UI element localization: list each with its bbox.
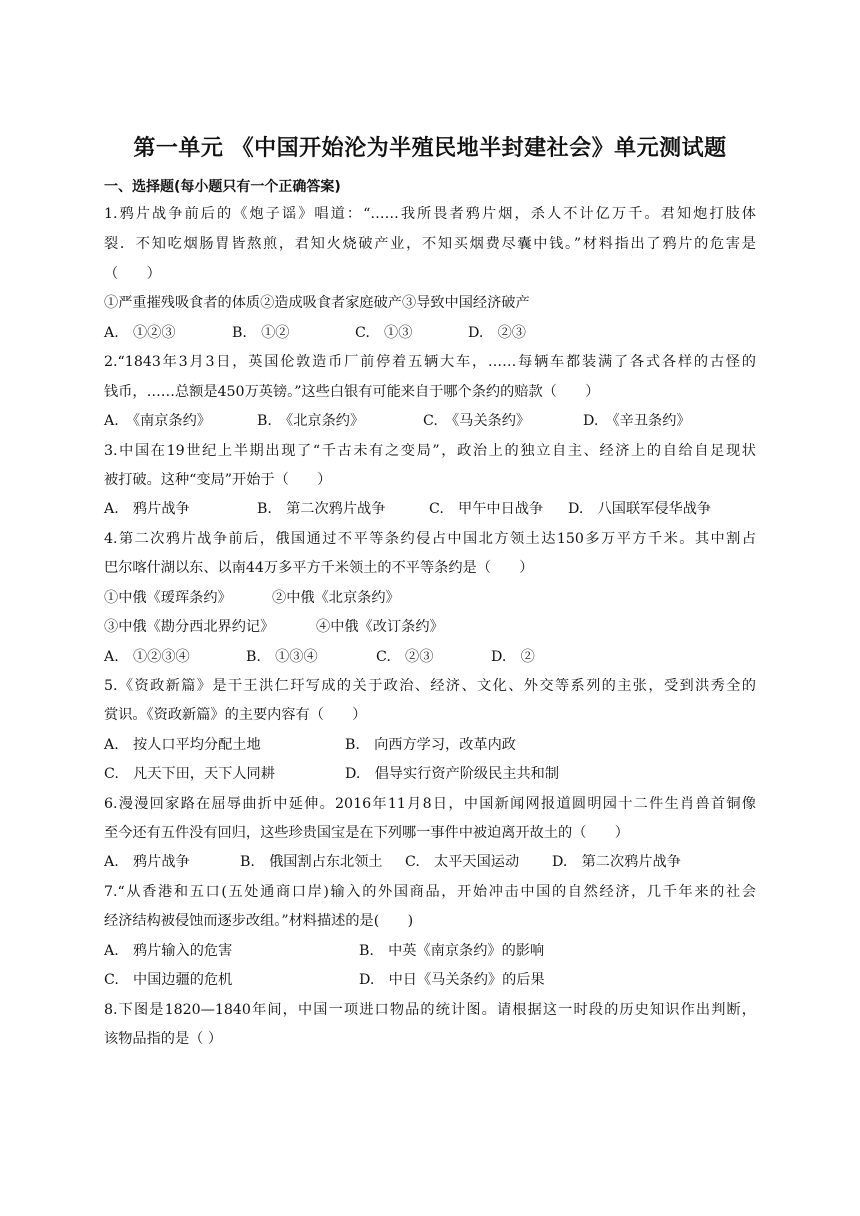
question-3-line-1: 3.中国在19世纪上半期出现了“千古未有之变局”，政治上的独立自主、经济上的自给自足现状 (104, 443, 756, 459)
question-7-line-1: 7.“从香港和五口(五处通商口岸)输入的外国商品，开始冲击中国的自然经济，几千年来的社会 (104, 884, 756, 900)
question-6-option-a: A. 鸦片战争 (104, 854, 190, 870)
question-1-option-d: D. ②③ (468, 325, 526, 341)
question-7-option-a: A. 鸦片输入的危害 (104, 943, 233, 959)
page-title: 第一单元 《中国开始沦为半殖民地半封建社会》单元测试题 (133, 136, 727, 161)
question-2-line-2: 钱币，……总额是450万英镑。”这些白银有可能来自于哪个条约的赔款（ ） (104, 384, 600, 400)
question-5-line-1: 5.《资政新篇》是干王洪仁玕写成的关于政治、经济、文化、外交等系列的主张，受到洪秀全的 (104, 678, 756, 694)
question-4-option-a: A. ①②③④ (104, 649, 190, 665)
question-3-option-d: D. 八国联军侵华战争 (568, 501, 712, 517)
question-2-line-1: 2.“1843年3月3日，英国伦敦造币厂前停着五辆大车，……每辆车都装满了各式各样的古怪的 (104, 354, 756, 370)
question-1-option-c: C. ①③ (355, 325, 413, 341)
question-1-line-2: 裂．不知吃烟肠胃皆熬煎，君知火烧破产业，不知买烟费尽囊中钱。”材料指出了鸦片的危害是 (104, 236, 756, 252)
question-2-option-d: D. 《辛丑条约》 (583, 413, 691, 429)
question-8-line-2: 该物品指的是（ ） (104, 1031, 223, 1047)
question-2-option-b: B. 《北京条约》 (257, 413, 365, 429)
question-6-option-b: B. 俄国割占东北领土 (240, 854, 383, 870)
question-7-option-c: C. 中国边疆的危机 (104, 972, 233, 988)
question-1-line-3: （ ） (104, 266, 161, 282)
question-6-option-c: C. 太平天国运动 (405, 854, 520, 870)
question-5-option-d: D. 倡导实行资产阶级民主共和制 (345, 766, 560, 782)
question-5-option-c: C. 凡天下田，天下人同耕 (104, 766, 275, 782)
question-6-line-1: 6.漫漫回家路在屈辱曲折中延伸。2016年11月8日，中国新闻网报道圆明园十二件生肖兽首铜像 (104, 796, 756, 812)
question-6-option-d: D. 第二次鸦片战争 (552, 854, 681, 870)
question-4-option-d: D. ② (491, 649, 535, 665)
question-7-option-b: B. 中英《南京条约》的影响 (359, 943, 545, 959)
question-6-line-2: 至今还有五件没有回归，这些珍贵国宝是在下列哪一事件中被迫离开故土的（ ） (104, 825, 629, 841)
question-7-line-2: 经济结构被侵蚀而逐步改组。”材料描述的是( ) (104, 913, 414, 929)
question-4-item-2: ②中俄《北京条约》 (272, 590, 400, 606)
question-4-option-c: C. ②③ (376, 649, 434, 665)
question-1-line-1: 1.鸦片战争前后的《炮子谣》唱道：“……我所畏者鸦片烟，杀人不计亿万千。君知炮打肢体 (104, 206, 756, 222)
question-5-option-a: A. 按人口平均分配土地 (104, 737, 261, 753)
question-1-option-b: B. ①② (232, 325, 290, 341)
question-4-line-1: 4.第二次鸦片战争前后，俄国通过不平等条约侵占中国北方领土达150多万平方千米。其中割占 (104, 531, 756, 547)
question-3-option-b: B. 第二次鸦片战争 (257, 501, 386, 517)
question-3-option-c: C. 甲午中日战争 (429, 501, 544, 517)
question-4-item-3: ③中俄《勘分西北界约记》 (104, 619, 275, 635)
question-2-option-c: C. 《马关条约》 (423, 413, 531, 429)
question-1-items: ①严重摧残吸食者的体质②造成吸食者家庭破产③导致中国经济破产 (104, 295, 530, 311)
question-4-option-b: B. ①③④ (246, 649, 318, 665)
question-4-item-4: ④中俄《改订条约》 (316, 619, 444, 635)
section-heading: 一、选择题(每小题只有一个正确答案) (104, 179, 341, 195)
question-5-line-2: 赏识。《资政新篇》的主要内容有（ ） (104, 707, 367, 723)
question-8-line-1: 8.下图是1820—1840年间，中国一项进口物品的统计图。请根据这一时段的历史知识作出判断， (104, 1002, 756, 1018)
question-3-option-a: A. 鸦片战争 (104, 501, 190, 517)
question-1-option-a: A. ①②③ (104, 325, 176, 341)
question-5-option-b: B. 向西方学习，改革内政 (345, 737, 516, 753)
question-3-line-2: 被打破。这种“变局”开始于（ ） (104, 472, 332, 488)
question-4-item-1: ①中俄《瑷珲条约》 (104, 590, 232, 606)
question-7-option-d: D. 中日《马关条约》的后果 (359, 972, 545, 988)
question-2-option-a: A. 《南京条约》 (104, 413, 211, 429)
question-4-line-2: 巴尔喀什湖以东、以南44万多平方千米领土的不平等条约是（ ） (104, 560, 534, 576)
